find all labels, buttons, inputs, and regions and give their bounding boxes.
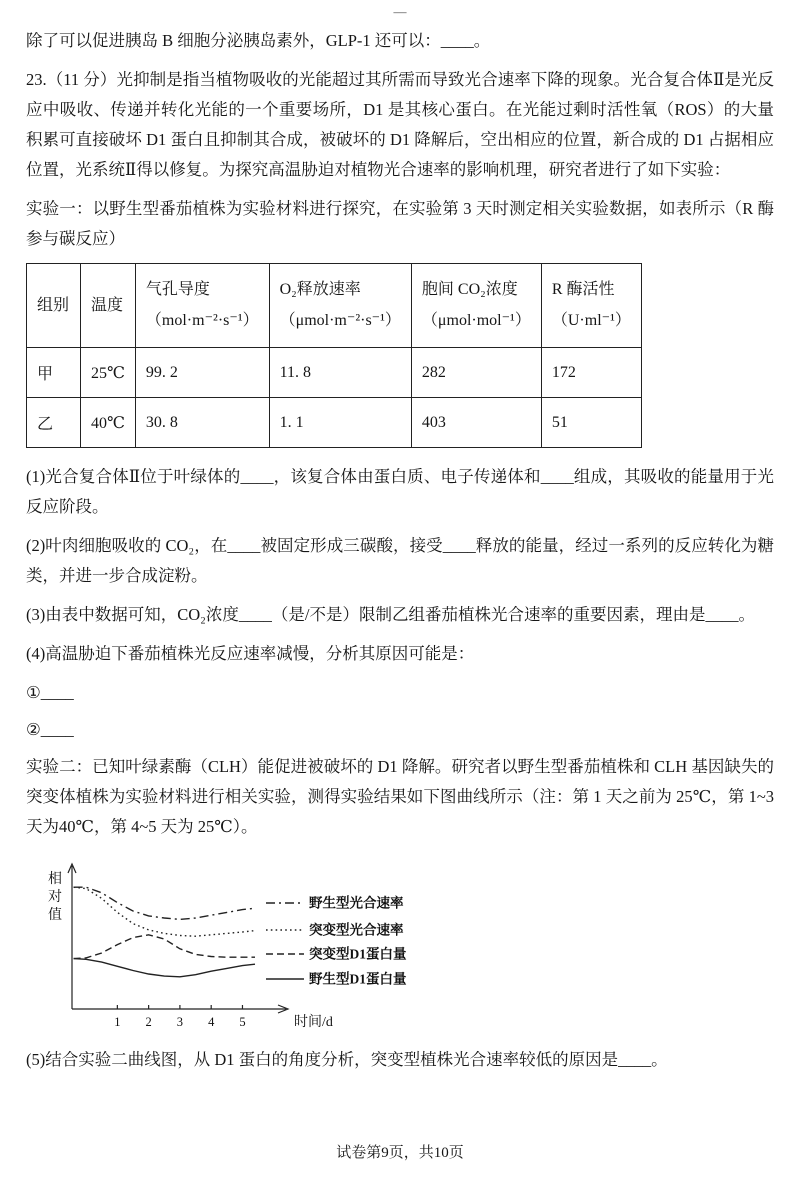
x-tick-label: 5 [239,1015,246,1029]
table-cell: 25℃ [81,348,136,398]
question23-part5: (5)结合实验二曲线图，从 D1 蛋白的角度分析，突变型植株光合速率较低的原因是____。 [26,1050,668,1069]
table-cell: 40℃ [81,398,136,448]
curve-wild-photosynthesis [74,887,255,919]
table-header-cell: 气孔导度 （mol·m⁻²·s⁻¹） [135,264,269,348]
y-axis-label: 对 [48,890,62,905]
table-header-cell: R 酶活性 （U·ml⁻¹） [541,264,641,348]
question23-part4-blank2: ②____ [26,720,74,739]
question23-stem: 23.（11 分）光抑制是指当植物吸收的光能超过其所需而导致光合速率下降的现象。光合复合体Ⅱ是光反应中吸收、传递并转化光能的一个重要场所，D1 是其核心蛋白。在光能过剩时活性氧（ROS）的大量积累可直接破坏 D1 蛋白且抑制其合成，被破坏的 D1 降解后，空出相应的位置，新合成的 D1 占据相应位置，光系统Ⅱ得以修复。为探究高温胁迫对植物光合速率的影响机理，研究者进行了如下实验： [26,70,774,179]
experiment1-intro: 实验一：以野生型番茄植株为实验材料进行探究，在实验第 3 天时测定相关实验数据，如表所示（R 酶参与碳反应） [26,199,774,248]
table-cell: 282 [411,348,541,398]
table-cell: 172 [541,348,641,398]
table-header-cell: 温度 [81,264,136,348]
legend-label-wild-photosynthesis: 野生型光合速率 [309,895,404,911]
table-cell: 乙 [27,398,81,448]
table-header-cell: O₂释放速率 （μmol·m⁻²·s⁻¹） [269,264,411,348]
legend-label-wild-d1-protein: 野生型D1蛋白量 [309,971,407,987]
chart-canvas [26,851,456,1036]
x-tick-label: 1 [114,1015,121,1029]
table-cell: 99. 2 [135,348,269,398]
x-tick-label: 3 [176,1015,184,1029]
experiment1-table [26,263,642,448]
table-cell: 51 [541,398,641,448]
curve-wild-d1-protein [74,959,255,977]
question23-part2: (2)叶肉细胞吸收的 CO₂，在____被固定形成三碳酸，接受____释放的能量，经过一系列的反应转化为糖类，并进一步合成淀粉。 [26,536,774,585]
table-header-cell: 组别 [27,264,81,348]
table-cell: 403 [411,398,541,448]
table-cell: 1. 1 [269,398,411,448]
table-cell: 30. 8 [135,398,269,448]
question23-part3: (3)由表中数据可知，CO₂浓度____（是/不是）限制乙组番茄植株光合速率的重要因素，理由是____。 [26,605,755,624]
page-footer: 试卷第9页，共10页 [336,1145,464,1161]
y-axis-label: 值 [48,908,62,923]
x-axis-label: 时间/d [294,1015,333,1030]
experiment2-chart [26,851,774,1041]
table-header-cell: 胞间 CO₂浓度 （μmol·mol⁻¹） [411,264,541,348]
y-axis-label: 相 [48,872,62,887]
legend-label-mutant-photosynthesis: 突变型光合速率 [309,922,404,938]
question23-part1: (1)光合复合体Ⅱ位于叶绿体的____，该复合体由蛋白质、电子传递体和____组成，其吸收的能量用于光反应阶段。 [26,467,774,516]
question23-part4: (4)高温胁迫下番茄植株光反应速率减慢，分析其原因可能是： [26,644,475,663]
glp1-question: 除了可以促进胰岛 B 细胞分泌胰岛素外，GLP-1 还可以：____。 [26,31,491,50]
table-header-row [27,264,642,348]
x-tick-label: 2 [145,1015,152,1029]
legend-label-mutant-d1-protein: 突变型D1蛋白量 [309,946,407,962]
table-row [27,348,642,398]
table-row [27,398,642,448]
table-cell: 11. 8 [269,348,411,398]
question23-part4-blank1: ①____ [26,683,74,702]
x-tick-label: 4 [208,1015,215,1029]
page-top-mark: — [393,4,407,19]
experiment2-intro: 实验二：已知叶绿素酶（CLH）能促进被破坏的 D1 降解。研究者以野生型番茄植株和 CLH 基因缺失的突变体植株为实验材料进行相关实验，测得实验结果如下图曲线所示（注：第 1 天之前为 25℃，第 1~3 天为40℃，第 4~5 天为 25℃）。 [26,757,774,836]
table-cell: 甲 [27,348,81,398]
curve-mutant-d1-protein [74,935,255,959]
curve-mutant-photosynthesis [74,887,255,936]
